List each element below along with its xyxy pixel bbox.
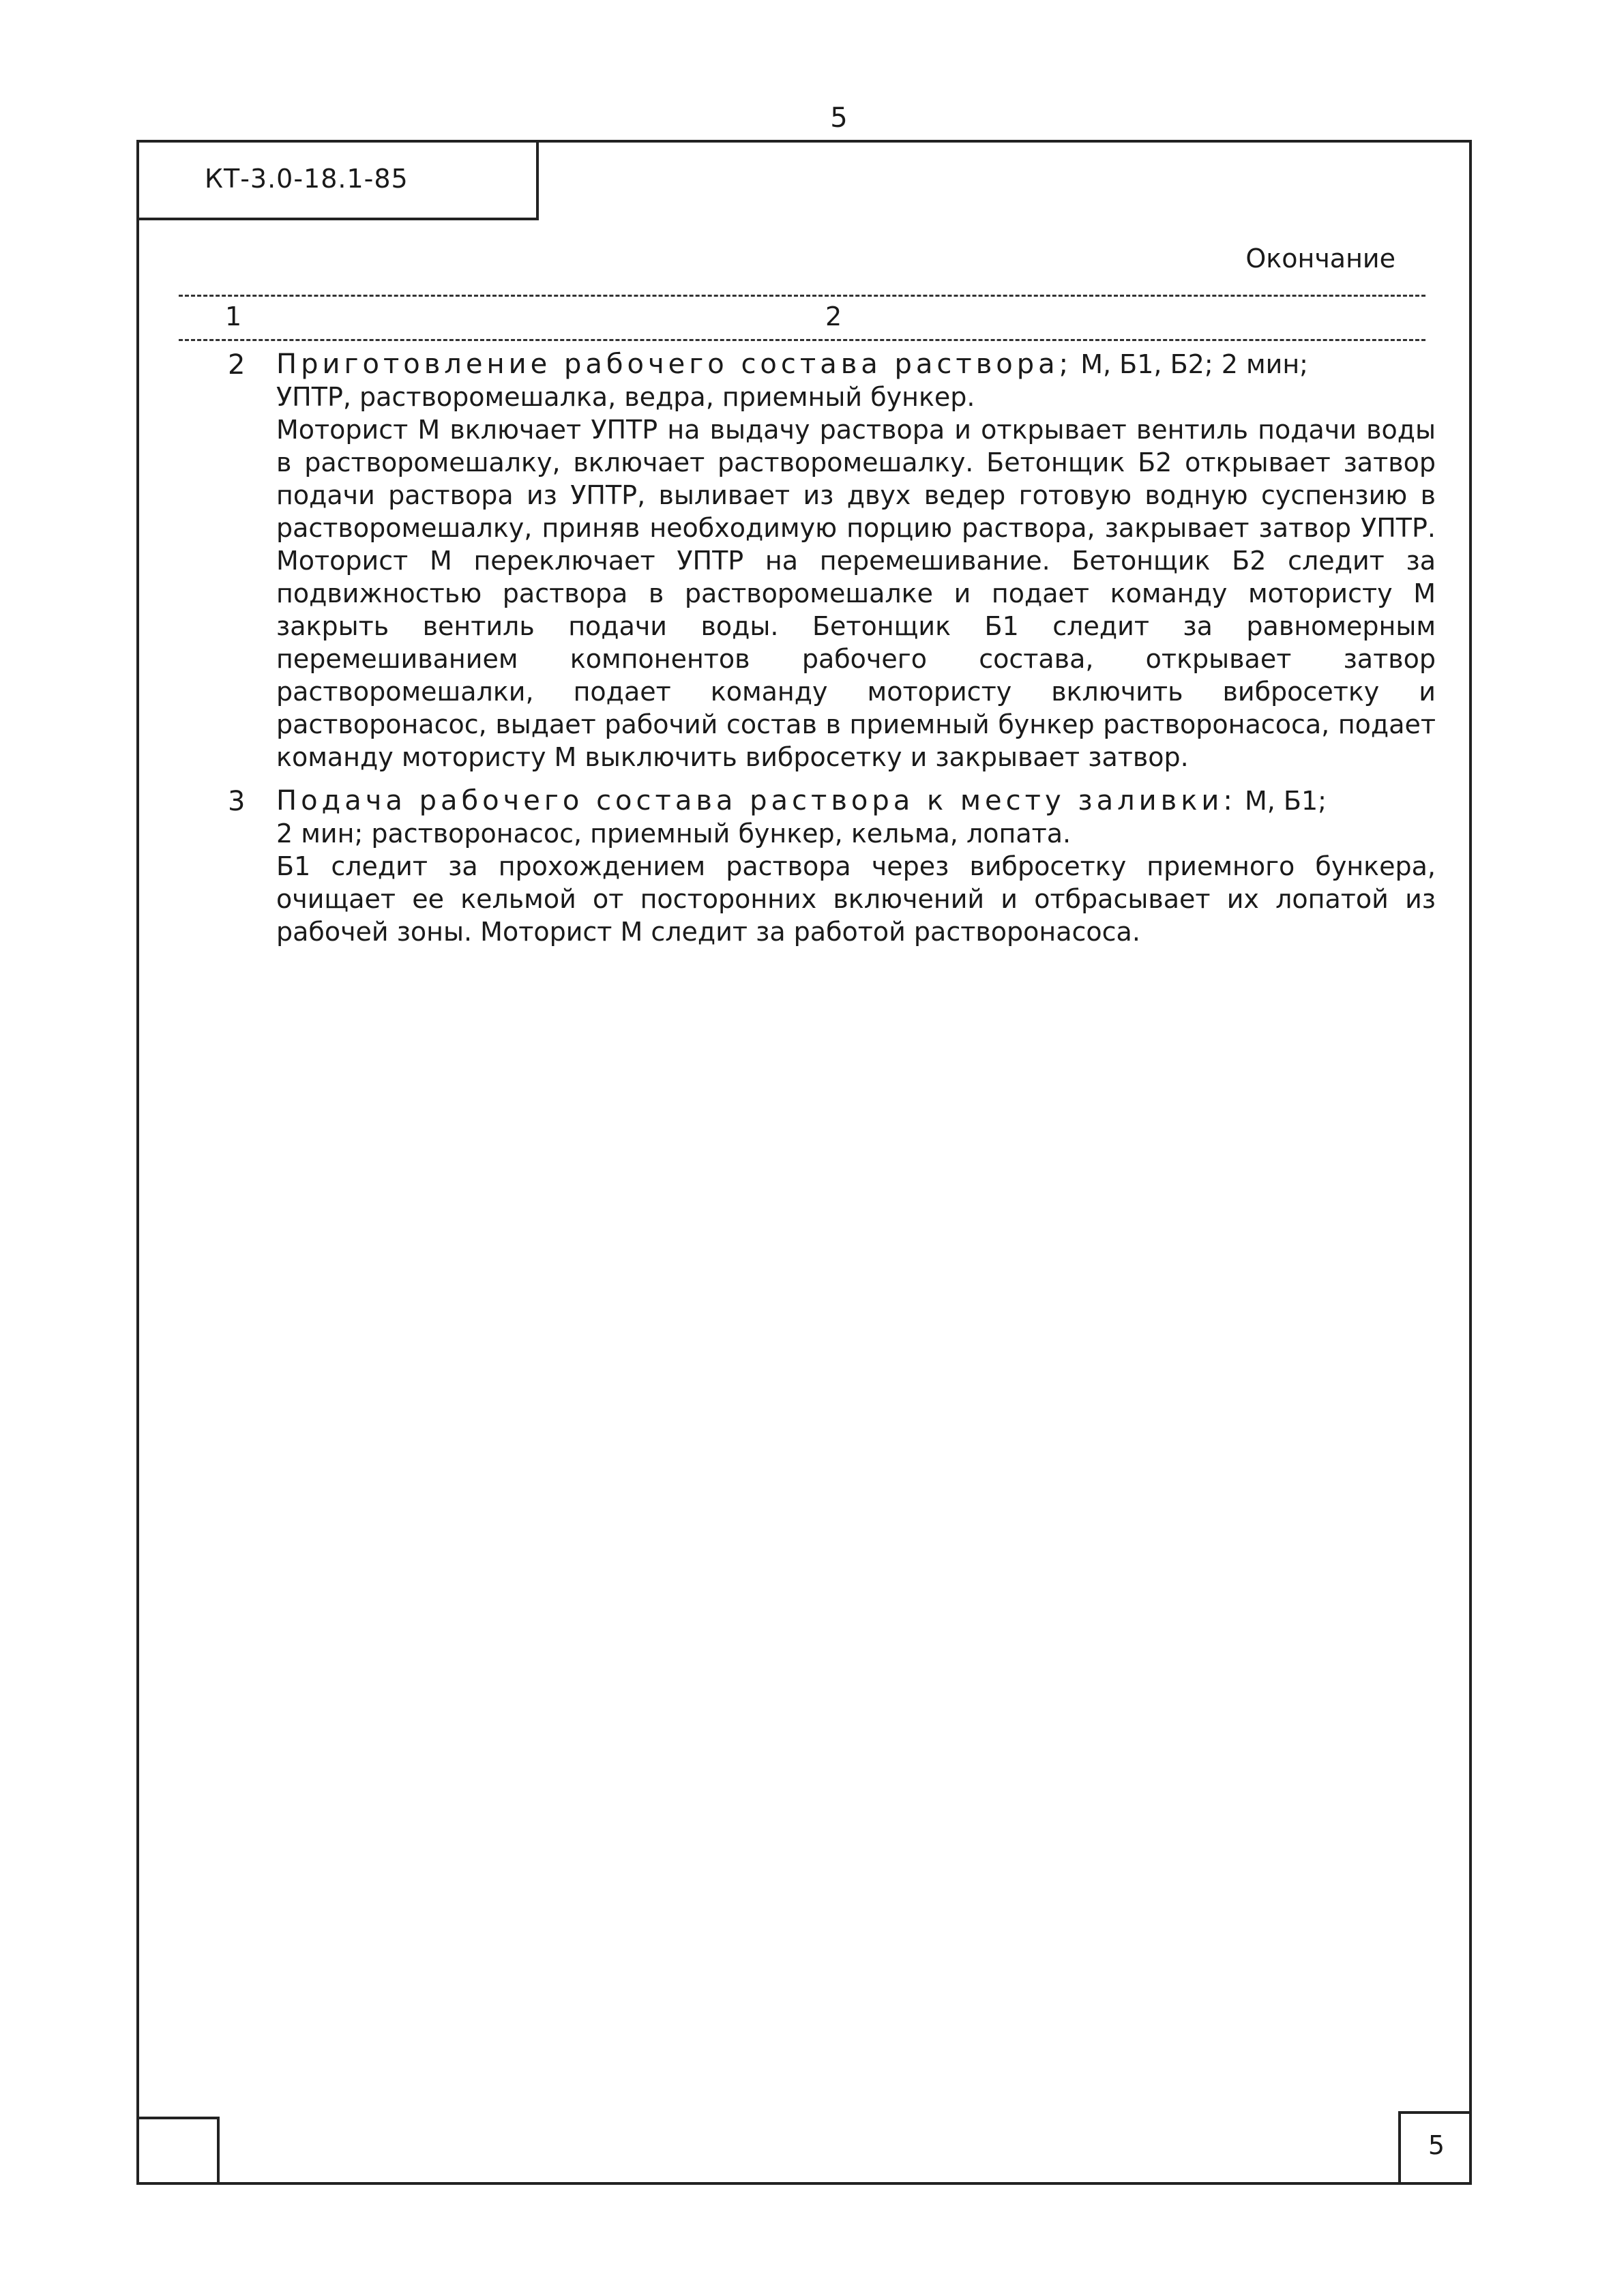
row-number: 3 xyxy=(228,786,246,817)
operation-performers: М, Б1, Б2; 2 мин; xyxy=(1072,349,1308,379)
row-content xyxy=(276,348,1436,774)
operation-heading xyxy=(276,784,1436,817)
row-number: 2 xyxy=(228,349,246,381)
operation-title: Приготовление рабочего состава раствора; xyxy=(276,349,1073,380)
table-top-rule xyxy=(179,295,1425,297)
table-caption: Окончание xyxy=(1245,244,1395,274)
page-number-bottom: 5 xyxy=(1428,2130,1445,2160)
operation-resources: 2 мин; растворонасос, приемный бункер, кельма, лопата. xyxy=(276,819,1071,849)
stamp-box-right xyxy=(1398,2111,1472,2185)
operation-title: Подача рабочего состава раствора к месту заливки: xyxy=(276,785,1237,816)
operation-description: Б1 следит за прохождением раствора через вибросетку приемного бункера, очищает ее кельмой от посторонних включений и отбрасывает их лопатой из рабочей зоны. Моторист М следит за работой растворонасоса. xyxy=(276,851,1436,947)
document-code-box xyxy=(136,140,539,220)
operation-heading xyxy=(276,348,1436,381)
stamp-box-left xyxy=(136,2117,220,2185)
document-code: КТ-3.0-18.1-85 xyxy=(205,164,409,194)
page-number-top: 5 xyxy=(830,102,848,134)
operation-description: Моторист М включает УПТР на выдачу раствора и открывает вентиль подачи воды в растворомешалку, включает растворомешалку. Бетонщик Б2 открывает затвор подачи раствора из УПТР, выливает из двух ведер готовую водную суспензию в растворомешалку, приняв необходимую порцию раствора, закрывает затвор УПТР. Моторист М переключает УПТР на перемешивание. Бетонщик Б2 следит за подвижностью раствора в растворомешалке и подает команду мотористу М закрыть вентиль подачи воды. Бетонщик Б1 следит за равномерным перемешиванием компонентов рабочего состава, открывает затвор растворомешалки, подает команду мотористу включить вибросетку и растворонасос, выдает рабочий состав в приемный бункер растворонасоса, подает команду мотористу М выключить вибросетку и закрывает затвор. xyxy=(276,415,1436,772)
operation-performers: М, Б1; xyxy=(1236,786,1327,816)
column-header-2: 2 xyxy=(825,301,842,332)
table-header-rule xyxy=(179,339,1425,341)
operation-resources: УПТР, растворомешалка, ведра, приемный бункер. xyxy=(276,382,975,412)
column-header-1: 1 xyxy=(225,301,242,332)
row-content xyxy=(276,784,1436,948)
